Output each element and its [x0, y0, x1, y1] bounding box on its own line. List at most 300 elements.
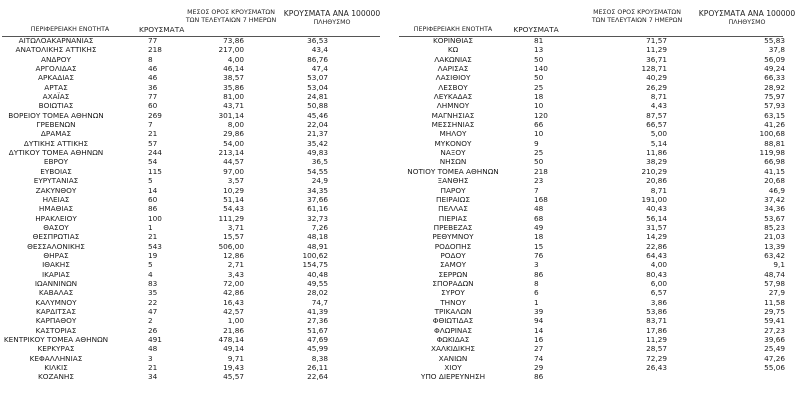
cases-cell: 6 [534, 288, 539, 298]
rate-cell: 26,11 [307, 363, 328, 373]
region-cell: ΝΑΞΟΥ [440, 148, 466, 158]
rate-cell: 53,67 [764, 213, 785, 223]
table-row [401, 344, 801, 353]
avg-cases-cell: 54,43 [223, 204, 244, 214]
cases-cell: 16 [534, 335, 544, 344]
cases-cell: 23 [534, 176, 544, 186]
region-cell: ΘΕΣΣΑΛΟΝΙΚΗΣ [27, 241, 85, 251]
avg-cases-cell: 11,29 [646, 335, 667, 344]
avg-cases-cell: 36,71 [646, 54, 667, 64]
rate-cell: 21,37 [307, 129, 328, 139]
region-cell: ΕΥΡΥΤΑΝΙΑΣ [33, 176, 79, 186]
rate-cell: 34,36 [764, 204, 785, 214]
avg-cases-cell: 478,14 [218, 335, 244, 344]
avg-cases-cell: 210,29 [641, 166, 667, 176]
region-cell: ΡΟΔΟΠΗΣ [434, 241, 472, 251]
region-cell: ΗΛΕΙΑΣ [42, 194, 70, 204]
cases-cell: 4 [148, 269, 153, 279]
avg-cases-cell: 42,57 [223, 306, 244, 316]
table-row [0, 204, 400, 213]
cases-cell: 1 [148, 222, 153, 232]
cases-cell: 21 [148, 129, 158, 139]
avg-cases-cell: 26,29 [646, 82, 667, 92]
table-row [401, 167, 801, 176]
table-row [401, 92, 801, 101]
region-cell: ΚΟΡΙΝΘΙΑΣ [432, 36, 474, 45]
rate-cell: 66,98 [764, 157, 785, 167]
region-cell: ΙΩΑΝΝΙΝΩΝ [34, 278, 78, 288]
region-cell: ΚΑΡΔΙΤΣΑΣ [36, 306, 76, 316]
table-row [0, 214, 400, 223]
cases-cell: 81 [534, 36, 544, 45]
cases-cell: 10 [534, 129, 544, 139]
avg-cases-cell: 5,00 [650, 129, 667, 139]
region-cell: ΛΑΣΙΘΙΟΥ [435, 73, 471, 83]
region-cell: ΣΠΟΡΑΔΩΝ [432, 278, 474, 288]
table-row [401, 45, 801, 54]
table-row [401, 316, 801, 325]
rate-cell: 27,36 [307, 316, 328, 326]
region-cell: ΧΑΝΙΩΝ [438, 353, 468, 363]
avg-cases-cell: 51,14 [223, 194, 244, 204]
region-cell: ΚΕΡΚΥΡΑΣ [37, 344, 75, 354]
cases-cell: 1 [534, 297, 539, 307]
rate-cell: 56,09 [764, 54, 785, 64]
table-row [0, 195, 400, 204]
avg-cases-cell: 31,57 [646, 222, 667, 232]
avg-cases-cell: 22,86 [646, 241, 667, 251]
rate-cell: 47,4 [311, 64, 328, 74]
rate-cell: 119,98 [759, 148, 785, 158]
table-row [0, 36, 400, 45]
cases-cell: 50 [534, 54, 544, 64]
avg-cases-cell: 213,14 [218, 148, 244, 158]
avg-cases-cell: 3,86 [650, 297, 667, 307]
cases-cell: 543 [148, 241, 162, 251]
region-cell: ΛΑΚΩΝΙΑΣ [434, 54, 472, 64]
avg-cases-cell: 6,00 [650, 278, 667, 288]
region-cell: ΕΥΒΟΙΑΣ [40, 166, 72, 176]
region-cell: ΣΥΡΟΥ [441, 288, 465, 298]
region-cell: ΥΠΟ ΔΙΕΡΕΥΝΗΣΗ [420, 372, 486, 382]
table-row [0, 101, 400, 110]
region-cell: ΠΕΛΛΑΣ [438, 204, 468, 214]
cases-cell: 36 [148, 82, 158, 92]
cases-cell: 86 [534, 269, 544, 279]
rate-cell: 41,39 [307, 306, 328, 316]
table-row [401, 326, 801, 335]
table-row [0, 335, 400, 344]
table-row [0, 64, 400, 73]
cases-cell: 5 [148, 260, 153, 270]
table-row [401, 363, 801, 372]
table-row [0, 111, 400, 120]
region-cell: ΑΡΚΑΔΙΑΣ [38, 73, 74, 83]
rate-cell: 36,5 [311, 157, 328, 167]
region-cell: ΧΙΟΥ [444, 363, 462, 373]
avg-cases-cell: 64,43 [646, 250, 667, 260]
avg-cases-cell: 16,43 [223, 297, 244, 307]
region-cell: ΚΟΖΑΝΗΣ [37, 372, 75, 382]
region-cell: ΚΕΝΤΡΙΚΟΥ ΤΟΜΕΑ ΑΘΗΝΩΝ [3, 335, 109, 344]
region-cell: ΔΡΑΜΑΣ [40, 129, 72, 139]
avg-cases-cell: 56,14 [646, 213, 667, 223]
rate-cell: 154,75 [302, 260, 328, 270]
table-row [401, 242, 801, 251]
cases-cell: 46 [148, 73, 158, 83]
table-row [0, 139, 400, 148]
region-cell: ΜΑΓΝΗΣΙΑΣ [431, 110, 475, 120]
region-cell: ΘΗΡΑΣ [43, 250, 69, 260]
region-cell: ΚΑΣΤΟΡΙΑΣ [35, 325, 77, 335]
avg-cases-cell: 81,00 [223, 92, 244, 102]
header-rate-line1: ΚΡΟΥΣΜΑΤΑ ΑΝΑ 100000 [698, 9, 796, 18]
rate-cell: 13,39 [764, 241, 785, 251]
avg-cases-cell: 2,71 [227, 260, 244, 270]
rate-cell: 27,9 [768, 288, 785, 298]
cases-cell: 83 [148, 278, 158, 288]
table-row [0, 307, 400, 316]
avg-cases-cell: 20,86 [646, 176, 667, 186]
rate-cell: 29,75 [764, 306, 785, 316]
region-cell: ΚΩ [447, 45, 459, 55]
cases-cell: 29 [534, 363, 544, 373]
table-row [401, 195, 801, 204]
region-cell: ΑΡΤΑΣ [44, 82, 68, 92]
table-row [0, 73, 400, 82]
cases-cell: 77 [148, 36, 158, 45]
table-row [0, 176, 400, 185]
cases-cell: 9 [534, 138, 539, 148]
rate-cell: 50,88 [307, 101, 328, 111]
cases-cell: 244 [148, 148, 162, 158]
rate-cell: 7,26 [311, 222, 328, 232]
table-row [0, 326, 400, 335]
avg-cases-cell: 5,14 [650, 138, 667, 148]
avg-cases-cell: 83,71 [646, 316, 667, 326]
cases-cell: 60 [148, 194, 158, 204]
region-cell: ΙΚΑΡΙΑΣ [41, 269, 71, 279]
table-row [0, 242, 400, 251]
cases-cell: 68 [534, 213, 544, 223]
rate-cell: 34,35 [307, 185, 328, 195]
region-cell: ΖΑΚΥΝΘΟΥ [35, 185, 77, 195]
table-row [0, 45, 400, 54]
region-cell: ΣΕΡΡΩΝ [438, 269, 468, 279]
cases-cell: 46 [148, 64, 158, 74]
cases-cell: 15 [534, 241, 544, 251]
cases-cell: 13 [534, 45, 544, 55]
avg-cases-cell: 40,43 [646, 204, 667, 214]
region-cell: ΠΙΕΡΙΑΣ [438, 213, 468, 223]
avg-cases-cell: 66,57 [646, 120, 667, 130]
cases-cell: 218 [534, 166, 548, 176]
rate-cell: 28,02 [307, 288, 328, 298]
cases-cell: 120 [534, 110, 548, 120]
rate-cell: 37,66 [307, 194, 328, 204]
rate-cell: 32,73 [307, 213, 328, 223]
cases-cell: 115 [148, 166, 162, 176]
cases-cell: 94 [534, 316, 544, 326]
region-cell: ΡΟΔΟΥ [440, 250, 466, 260]
region-cell: ΜΥΚΟΝΟΥ [434, 138, 472, 148]
rate-cell: 55,06 [764, 363, 785, 373]
region-cell: ΚΑΒΑΛΑΣ [38, 288, 74, 298]
rate-cell: 55,83 [764, 36, 785, 45]
avg-cases-cell: 46,14 [223, 64, 244, 74]
avg-cases-cell: 6,57 [650, 288, 667, 298]
cases-cell: 26 [148, 325, 158, 335]
rate-cell: 35,42 [307, 138, 328, 148]
table-row [401, 101, 801, 110]
cases-cell: 54 [148, 157, 158, 167]
avg-cases-cell: 1,00 [227, 316, 244, 326]
cases-cell: 140 [534, 64, 548, 74]
cases-cell: 269 [148, 110, 162, 120]
table-row [0, 260, 400, 269]
cases-cell: 86 [534, 372, 544, 382]
table-row [0, 288, 400, 297]
header-cases: ΚΡΟΥΣΜΑΤΑ [139, 25, 185, 34]
table-row [401, 354, 801, 363]
cases-cell: 50 [534, 157, 544, 167]
rate-cell: 22,64 [307, 372, 328, 382]
avg-cases-cell: 72,29 [646, 353, 667, 363]
region-cell: ΛΕΣΒΟΥ [438, 82, 468, 92]
avg-cases-cell: 35,86 [223, 82, 244, 92]
cases-cell: 86 [148, 204, 158, 214]
region-cell: ΦΛΩΡΙΝΑΣ [434, 325, 472, 335]
avg-cases-cell: 49,14 [223, 344, 244, 354]
table-row [401, 157, 801, 166]
rate-cell: 22,04 [307, 120, 328, 130]
region-cell: ΑΡΓΟΛΙΔΑΣ [35, 64, 77, 74]
table-row [401, 73, 801, 82]
table-row [0, 83, 400, 92]
rate-cell: 48,74 [764, 269, 785, 279]
region-cell: ΠΑΡΟΥ [440, 185, 466, 195]
header-avg-line2: ΤΩΝ ΤΕΛΕΥΤΑΙΩΝ 7 ΗΜΕΡΩΝ [185, 17, 277, 24]
avg-cases-cell: 11,29 [646, 45, 667, 55]
region-cell: ΑΙΤΩΛΟΑΚΑΡΝΑΝΙΑΣ [18, 36, 94, 45]
avg-cases-cell: 44,57 [223, 157, 244, 167]
table-row [401, 232, 801, 241]
header-avg-line2: ΤΩΝ ΤΕΛΕΥΤΑΙΩΝ 7 ΗΜΕΡΩΝ [591, 17, 683, 24]
avg-cases-cell: 73,86 [223, 36, 244, 45]
region-cell: ΚΑΡΠΑΘΟΥ [35, 316, 77, 326]
rate-cell: 48,18 [307, 232, 328, 242]
header-avg [579, 9, 695, 25]
region-cell: ΦΘΙΩΤΙΔΑΣ [432, 316, 474, 326]
table-row [401, 270, 801, 279]
cases-cell: 39 [534, 306, 544, 316]
avg-cases-cell: 19,43 [223, 363, 244, 373]
cases-cell: 14 [534, 325, 544, 335]
rate-cell: 66,33 [764, 73, 785, 83]
header-region: ΠΕΡΙΦΕΡΕΙΑΚΗ ΕΝΟΤΗΤΑ [413, 26, 493, 33]
avg-cases-cell: 17,86 [646, 325, 667, 335]
avg-cases-cell: 26,43 [646, 363, 667, 373]
table-row [401, 204, 801, 213]
table-row [401, 307, 801, 316]
table-row [401, 176, 801, 185]
region-cell: ΝΟΤΙΟΥ ΤΟΜΕΑ ΑΘΗΝΩΝ [407, 166, 499, 176]
table-row [401, 186, 801, 195]
region-cell: ΤΗΝΟΥ [440, 297, 466, 307]
table-row [0, 157, 400, 166]
header-rate [282, 9, 382, 27]
rate-cell: 100,62 [302, 250, 328, 260]
header-rate-line2: ΠΛΗΘΥΣΜΟ [728, 19, 766, 26]
avg-cases-cell: 506,00 [218, 241, 244, 251]
rate-cell: 45,46 [307, 110, 328, 120]
table-row [401, 120, 801, 129]
table-row [401, 260, 801, 269]
avg-cases-cell: 38,57 [223, 73, 244, 83]
rate-cell: 21,03 [764, 232, 785, 242]
rate-cell: 51,67 [307, 325, 328, 335]
avg-cases-cell: 40,29 [646, 73, 667, 83]
cases-cell: 3 [534, 260, 539, 270]
rate-cell: 49,83 [307, 148, 328, 158]
rate-cell: 46,9 [768, 185, 785, 195]
rate-cell: 27,23 [764, 325, 785, 335]
rate-cell: 85,23 [764, 222, 785, 232]
table-row [401, 288, 801, 297]
rate-cell: 25,49 [764, 344, 785, 354]
region-cell: ΔΥΤΙΚΗΣ ΑΤΤΙΚΗΣ [23, 138, 89, 148]
rate-cell: 57,98 [764, 278, 785, 288]
cases-cell: 48 [148, 344, 158, 354]
region-cell: ΘΑΣΟΥ [43, 222, 69, 232]
table-row [401, 214, 801, 223]
table-row [0, 344, 400, 353]
region-cell: ΗΡΑΚΛΕΙΟΥ [35, 213, 77, 223]
table-row [401, 298, 801, 307]
avg-cases-cell: 8,00 [227, 120, 244, 130]
avg-cases-cell: 128,71 [641, 64, 667, 74]
rate-cell: 49,24 [764, 64, 785, 74]
region-cell: ΚΑΛΥΜΝΟΥ [35, 297, 77, 307]
cases-cell: 48 [534, 204, 544, 214]
avg-cases-cell: 3,57 [227, 176, 244, 186]
table-row [0, 55, 400, 64]
table-row [0, 279, 400, 288]
cases-cell: 2 [148, 316, 153, 326]
cases-cell: 19 [148, 250, 158, 260]
region-cell: ΔΥΤΙΚΟΥ ΤΟΜΕΑ ΑΘΗΝΩΝ [8, 148, 104, 158]
cases-cell: 14 [148, 185, 158, 195]
avg-cases-cell: 28,57 [646, 344, 667, 354]
region-cell: ΗΜΑΘΙΑΣ [38, 204, 74, 214]
rate-cell: 45,99 [307, 344, 328, 354]
cases-cell: 74 [534, 353, 544, 363]
rate-cell: 88,81 [764, 138, 785, 148]
rate-cell: 53,07 [307, 73, 328, 83]
avg-cases-cell: 111,29 [218, 213, 244, 223]
cases-cell: 60 [148, 101, 158, 111]
header-cases: ΚΡΟΥΣΜΑΤΑ [513, 25, 559, 34]
header-rate-line2: ΠΛΗΘΥΣΜΟ [313, 19, 351, 26]
rate-cell: 37,8 [768, 45, 785, 55]
table-row [401, 55, 801, 64]
rate-cell: 24,9 [311, 176, 328, 186]
region-cell: ΓΡΕΒΕΝΩΝ [36, 120, 76, 130]
region-cell: ΤΡΙΚΑΛΩΝ [434, 306, 472, 316]
avg-cases-cell: 54,00 [223, 138, 244, 148]
table-row [401, 279, 801, 288]
rate-cell: 59,41 [764, 316, 785, 326]
cases-cell: 168 [534, 194, 548, 204]
avg-cases-cell: 191,00 [641, 194, 667, 204]
table-row [0, 148, 400, 157]
cases-cell: 47 [148, 306, 158, 316]
header-rate [695, 9, 799, 27]
table-row [401, 64, 801, 73]
header-avg-line1: ΜΕΣΟΣ ΟΡΟΣ ΚΡΟΥΣΜΑΤΩΝ [187, 9, 275, 16]
avg-cases-cell: 80,43 [646, 269, 667, 279]
cases-cell: 100 [148, 213, 162, 223]
avg-cases-cell: 71,57 [646, 36, 667, 45]
region-cell: ΕΒΡΟΥ [43, 157, 69, 167]
avg-cases-cell: 87,57 [646, 110, 667, 120]
avg-cases-cell: 4,00 [650, 260, 667, 270]
rate-cell: 86,76 [307, 54, 328, 64]
avg-cases-cell: 3,71 [227, 222, 244, 232]
cases-cell: 77 [148, 92, 158, 102]
header-avg [182, 9, 280, 25]
rate-cell: 47,26 [764, 353, 785, 363]
rate-cell: 49,55 [307, 278, 328, 288]
cases-cell: 35 [148, 288, 158, 298]
region-cell: ΑΝΔΡΟΥ [40, 54, 72, 64]
region-cell: ΝΗΣΩΝ [439, 157, 467, 167]
table-row [401, 148, 801, 157]
avg-cases-cell: 72,00 [223, 278, 244, 288]
avg-cases-cell: 15,57 [223, 232, 244, 242]
rate-cell: 20,68 [764, 176, 785, 186]
table-row [0, 251, 400, 260]
rate-cell: 48,91 [307, 241, 328, 251]
region-cell: ΞΑΝΘΗΣ [437, 176, 469, 186]
rate-cell: 54,55 [307, 166, 328, 176]
rate-cell: 47,69 [307, 335, 328, 344]
region-cell: ΒΟΡΕΙΟΥ ΤΟΜΕΑ ΑΘΗΝΩΝ [8, 110, 104, 120]
cases-cell: 50 [534, 73, 544, 83]
avg-cases-cell: 301,14 [218, 110, 244, 120]
table-row [0, 186, 400, 195]
cases-cell: 57 [148, 138, 158, 148]
table-row [0, 354, 400, 363]
cases-cell: 34 [148, 372, 158, 382]
rate-cell: 24,81 [307, 92, 328, 102]
table-row [0, 363, 400, 372]
rate-cell: 43,4 [311, 45, 328, 55]
region-cell: ΡΕΘΥΜΝΟΥ [432, 232, 474, 242]
region-cell: ΛΕΥΚΑΔΑΣ [433, 92, 473, 102]
rate-cell: 8,38 [311, 353, 328, 363]
rate-cell: 61,16 [307, 204, 328, 214]
rate-cell: 57,93 [764, 101, 785, 111]
region-cell: ΜΕΣΣΗΝΙΑΣ [431, 120, 475, 130]
avg-cases-cell: 8,71 [650, 185, 667, 195]
avg-cases-cell: 14,29 [646, 232, 667, 242]
table-row [0, 270, 400, 279]
rate-cell: 11,58 [764, 297, 785, 307]
region-cell: ΦΩΚΙΔΑΣ [436, 335, 470, 344]
region-cell: ΛΑΡΙΣΑΣ [437, 64, 469, 74]
avg-cases-cell: 11,86 [646, 148, 667, 158]
